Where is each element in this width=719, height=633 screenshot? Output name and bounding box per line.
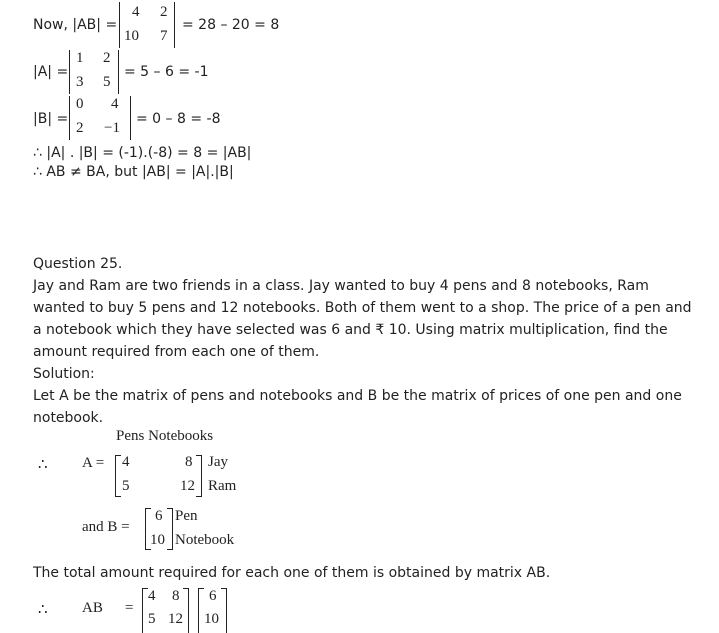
det-ab-matrix — [117, 2, 177, 48]
solution-label: Solution: — [33, 366, 95, 382]
det-ab-label: Now, |AB| = — [33, 17, 118, 33]
matrix-a-r2c2: 12 — [180, 478, 195, 494]
det-a-m21: 3 — [76, 74, 84, 90]
matrix-a-right-bracket — [196, 455, 202, 497]
product-therefore-symbol: ∴ — [38, 602, 48, 618]
matrix-a-r1c1: 4 — [122, 454, 130, 470]
det-a-matrix — [69, 50, 119, 94]
det-b-label: |B| = — [33, 111, 69, 127]
det-ab-m21: 10 — [124, 28, 139, 44]
question-text: Jay and Ram are two friends in a class. Jay wanted to buy 4 pens and 8 notebooks, Ram wanted to buy 5 pens and 12 notebooks. Both of them went to a shop. The price of a pen and a notebook which they have selected was 6 and ₹ 10. Using matrix multiplication, find the amount required from each one of them. — [33, 278, 692, 360]
det-b-matrix — [69, 96, 131, 140]
det-ab-m11: 4 — [132, 4, 140, 20]
therefore-symbol: ∴ — [38, 457, 48, 473]
conclusion-2: ∴ AB ≠ BA, but |AB| = |A|.|B| — [33, 164, 234, 180]
matrix-b-right-bracket — [167, 508, 173, 550]
conclusion-1: ∴ |A| . |B| = (-1).(-8) = 8 = |AB| — [33, 145, 252, 161]
solution-intro: Let A be the matrix of pens and notebooks and B be the matrix of prices of one pen and one notebook. — [33, 388, 682, 426]
matrix-b-row2-name: Notebook — [175, 532, 235, 548]
matrix-a-r1c2: 8 — [185, 454, 193, 470]
det-a-label: |A| = — [33, 64, 69, 80]
det-b-m21: 2 — [76, 120, 84, 136]
product-a11: 4 — [148, 588, 156, 604]
total-text: The total amount required for each one of them is obtained by matrix AB. — [33, 565, 551, 581]
det-b-m12: 4 — [111, 96, 119, 112]
det-ab-m12: 2 — [160, 4, 168, 20]
question-title: Question 25. — [33, 256, 123, 272]
matrix-a-col-headers: Pens Notebooks — [116, 428, 214, 444]
matrix-a-r2c1: 5 — [122, 478, 130, 494]
matrix-b-r2: 10 — [150, 532, 165, 548]
matrix-a-left-bracket — [115, 455, 121, 497]
det-a-m11: 1 — [76, 50, 84, 66]
det-b-m11: 0 — [76, 96, 84, 112]
product-b1: 6 — [209, 588, 217, 604]
matrix-b-r1: 6 — [155, 508, 163, 524]
product-equals: = — [125, 600, 134, 616]
product-label: AB — [82, 600, 103, 616]
product-a12: 8 — [172, 588, 180, 604]
det-a-m22: 5 — [103, 74, 111, 90]
det-ab-m22: 7 — [160, 28, 168, 44]
det-b-result: = 0 – 8 = -8 — [136, 111, 221, 127]
product-a-right-bracket — [183, 588, 189, 633]
det-a-result: = 5 – 6 = -1 — [124, 64, 209, 80]
product-a21: 5 — [148, 611, 156, 627]
det-ab-result: = 28 – 20 = 8 — [182, 17, 280, 33]
product-b-right-bracket — [221, 588, 227, 633]
det-b-m22: −1 — [104, 120, 120, 136]
matrix-b-row1-name: Pen — [175, 508, 198, 524]
matrix-a-label: A = — [82, 455, 105, 471]
matrix-a-row2-name: Ram — [208, 478, 237, 494]
product-b2: 10 — [204, 611, 219, 627]
matrix-a-row1-name: Jay — [208, 454, 228, 470]
det-a-m12: 2 — [103, 50, 111, 66]
matrix-b-label: and B = — [82, 519, 130, 535]
product-a22: 12 — [168, 611, 183, 627]
